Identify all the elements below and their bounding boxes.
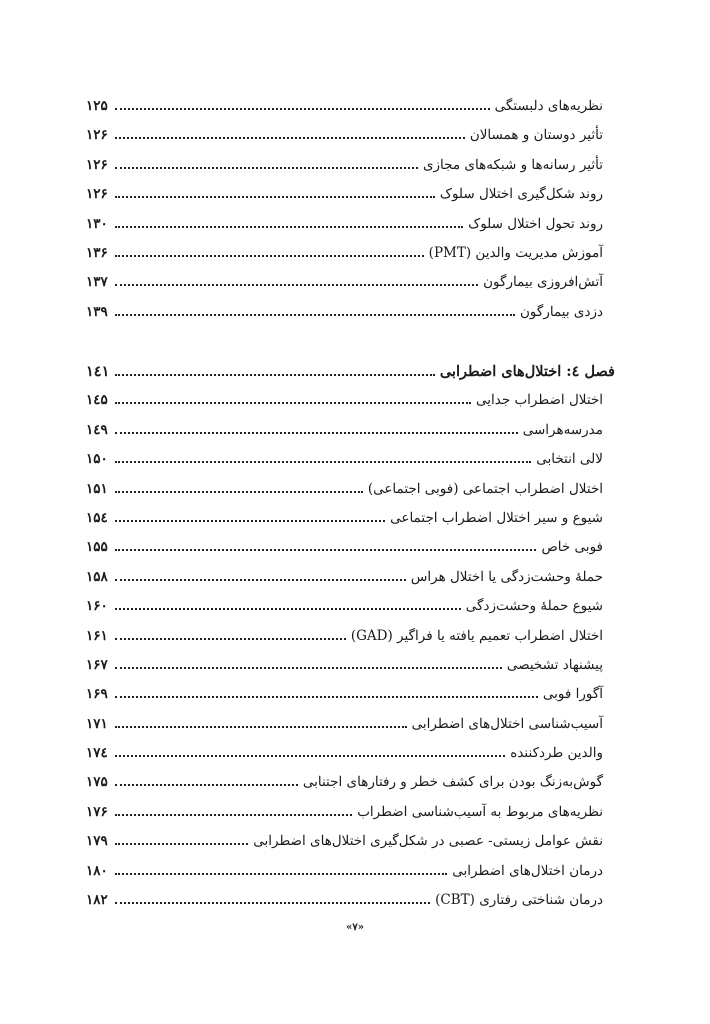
toc-entry-page-number: ۱۵۵ bbox=[86, 539, 108, 556]
dot-leader bbox=[115, 226, 463, 228]
toc-entry[interactable] bbox=[86, 151, 603, 180]
dot-leader bbox=[115, 784, 298, 786]
toc-entry-title: تأثیر دوستان و همسالان bbox=[469, 127, 603, 144]
toc-entry-title: لالی انتخابی bbox=[536, 451, 603, 468]
toc-entry[interactable] bbox=[86, 827, 603, 856]
toc-entry-page-number: ۱۸۲ bbox=[86, 892, 108, 909]
dot-leader bbox=[115, 549, 536, 551]
toc-entry[interactable] bbox=[86, 180, 603, 209]
toc-entry-page-number: ۱۶۰ bbox=[86, 598, 108, 615]
toc-entry-page-number: ۱۷۶ bbox=[86, 803, 108, 820]
toc-entry-title: حملهٔ وحشت‌زدگی یا اختلال هراس bbox=[410, 568, 603, 585]
dot-leader bbox=[115, 667, 502, 669]
toc-entry-title: گوش‌به‌زنگ بودن برای کشف خطر و رفتارهای اجتنابی bbox=[302, 774, 603, 791]
toc-entry[interactable] bbox=[86, 563, 603, 592]
chapter-heading[interactable] bbox=[86, 357, 615, 386]
toc-entry-title: دزدی بیمارگون bbox=[520, 303, 603, 320]
dot-leader bbox=[115, 814, 352, 816]
page-folio: «۷» bbox=[346, 922, 364, 933]
dot-leader bbox=[115, 902, 430, 904]
toc-entry[interactable] bbox=[86, 416, 603, 445]
toc-entry[interactable] bbox=[86, 768, 603, 797]
dot-leader bbox=[115, 432, 518, 434]
toc-entry-page-number: ۱۵٤ bbox=[86, 509, 108, 526]
dot-leader bbox=[115, 461, 531, 463]
toc-entry-page-number: ۱۷۹ bbox=[86, 833, 108, 850]
toc-entry[interactable] bbox=[86, 533, 603, 562]
toc-entry[interactable] bbox=[86, 298, 603, 327]
toc-entry-title: درمان شناختی رفتاری (CBT) bbox=[435, 892, 603, 909]
toc-entry-title: اختلال اضطراب اجتماعی (فوبی اجتماعی) bbox=[367, 480, 603, 497]
dot-leader bbox=[115, 196, 435, 198]
toc-entry-page-number: ۱۲۶ bbox=[86, 186, 108, 203]
toc-entry-title: فوبی خاص bbox=[541, 539, 603, 556]
dot-leader bbox=[115, 255, 424, 257]
toc-entry-title: آموزش مدیریت والدین (PMT) bbox=[428, 244, 603, 261]
toc-entry-title: مدرسه‌هراسی bbox=[522, 421, 603, 438]
toc-entry[interactable] bbox=[86, 121, 603, 150]
toc-entry[interactable] bbox=[86, 504, 603, 533]
toc-entry[interactable] bbox=[86, 798, 603, 827]
toc-entry-title: شیوع و سیر اختلال اضطراب اجتماعی bbox=[390, 509, 603, 526]
toc-entry-page-number: ۱۳۶ bbox=[86, 244, 108, 261]
dot-leader bbox=[115, 314, 515, 316]
dot-leader bbox=[115, 137, 465, 139]
toc-entry[interactable] bbox=[86, 622, 603, 651]
toc-entry-page-number: ۱٤۵ bbox=[86, 392, 108, 409]
toc-entry[interactable] bbox=[86, 210, 603, 239]
toc-entry[interactable] bbox=[86, 92, 603, 121]
toc-entry-title: آسیب‌شناسی اختلال‌های اضطرابی bbox=[411, 715, 603, 732]
toc-entry[interactable] bbox=[86, 710, 603, 739]
toc-entry-page-number: ۱۵۸ bbox=[86, 568, 108, 585]
toc-entry-page-number: ۱۲۵ bbox=[86, 98, 108, 114]
dot-leader bbox=[115, 696, 538, 698]
toc-list-chapter-4 bbox=[86, 357, 615, 915]
toc-entry-title: آگورا فوبی bbox=[542, 686, 603, 703]
dot-leader bbox=[115, 284, 478, 286]
dot-leader bbox=[115, 374, 435, 376]
toc-entry[interactable] bbox=[86, 680, 603, 709]
toc-entry[interactable] bbox=[86, 386, 603, 415]
toc-entry[interactable] bbox=[86, 739, 603, 768]
toc-entry[interactable] bbox=[86, 592, 603, 621]
toc-entry-title: اختلال اضطراب جدایی bbox=[475, 392, 603, 409]
toc-entry-page-number: ۱۷۵ bbox=[86, 774, 108, 791]
toc-entry[interactable] bbox=[86, 475, 603, 504]
dot-leader bbox=[115, 520, 385, 522]
toc-entry-title: نقش عوامل زیستی- عصبی در شکل‌گیری اختلال‌های اضطرابی bbox=[253, 833, 603, 850]
dot-leader bbox=[115, 726, 407, 728]
dot-leader bbox=[115, 579, 406, 581]
dot-leader bbox=[115, 108, 490, 110]
dot-leader bbox=[115, 843, 248, 845]
toc-entry-title: آتش‌افروزی بیمارگون bbox=[483, 274, 603, 291]
toc-entry[interactable] bbox=[86, 239, 603, 268]
toc-entry[interactable] bbox=[86, 857, 603, 886]
toc-entry-title: شیوع حملهٔ وحشت‌زدگی bbox=[465, 598, 603, 615]
toc-entry[interactable] bbox=[86, 886, 603, 915]
toc-entry-page-number: ۱۶۱ bbox=[86, 627, 108, 644]
dot-leader bbox=[115, 608, 461, 610]
toc-entry-title: والدین طردکننده bbox=[510, 745, 603, 762]
toc-entry-page-number: ۱۸۰ bbox=[86, 862, 108, 879]
toc-entry-title: پیشنهاد تشخیصی bbox=[506, 656, 603, 673]
toc-entry-title: نظریه‌های مربوط به آسیب‌شناسی اضطراب bbox=[357, 803, 603, 820]
dot-leader bbox=[115, 638, 346, 640]
toc-entry[interactable] bbox=[86, 651, 603, 680]
toc-entry-title: تأثیر رسانه‌ها و شبکه‌های مجازی bbox=[422, 156, 603, 173]
toc-entry-page-number: ۱۲۶ bbox=[86, 156, 108, 173]
toc-entry-title: روند شکل‌گیری اختلال سلوک bbox=[439, 186, 603, 203]
dot-leader bbox=[115, 755, 505, 757]
toc-entry-page-number: ۱۳۹ bbox=[86, 303, 108, 320]
toc-entry-page-number: ۱۶۷ bbox=[86, 656, 108, 673]
dot-leader bbox=[115, 402, 471, 404]
toc-entry-title: نظریه‌های دلبستگی bbox=[494, 98, 603, 114]
toc-entry-page-number: ۱۶۹ bbox=[86, 686, 108, 703]
dot-leader bbox=[115, 873, 447, 875]
toc-entry-title: روند تحول اختلال سلوک bbox=[468, 215, 603, 232]
toc-entry-title: درمان اختلال‌های اضطرابی bbox=[452, 862, 603, 879]
toc-entry-page-number: ۱٤۹ bbox=[86, 421, 108, 438]
toc-entry-page-number: ۱۷۱ bbox=[86, 715, 108, 732]
toc-entry-page-number: ۱۵۱ bbox=[86, 480, 108, 497]
toc-entry[interactable] bbox=[86, 445, 603, 474]
toc-entry[interactable] bbox=[86, 268, 603, 297]
dot-leader bbox=[115, 491, 363, 493]
toc-entry-title: اختلال اضطراب تعمیم یافته یا فراگیر (GAD) bbox=[350, 627, 603, 644]
toc-entry-page-number: ۱۵۰ bbox=[86, 451, 108, 468]
chapter-title: فصل ٤: اختلال‌های اضطرابی bbox=[439, 363, 615, 380]
dot-leader bbox=[115, 167, 418, 169]
toc-entry-page-number: ۱۳۷ bbox=[86, 274, 108, 291]
toc-entry-page-number: ۱۲۶ bbox=[86, 127, 108, 144]
chapter-page-number: ۱٤۱ bbox=[86, 363, 110, 380]
toc-entry-page-number: ۱۳۰ bbox=[86, 215, 108, 232]
toc-list-top bbox=[86, 92, 603, 327]
toc-entry-page-number: ۱۷٤ bbox=[86, 745, 108, 762]
